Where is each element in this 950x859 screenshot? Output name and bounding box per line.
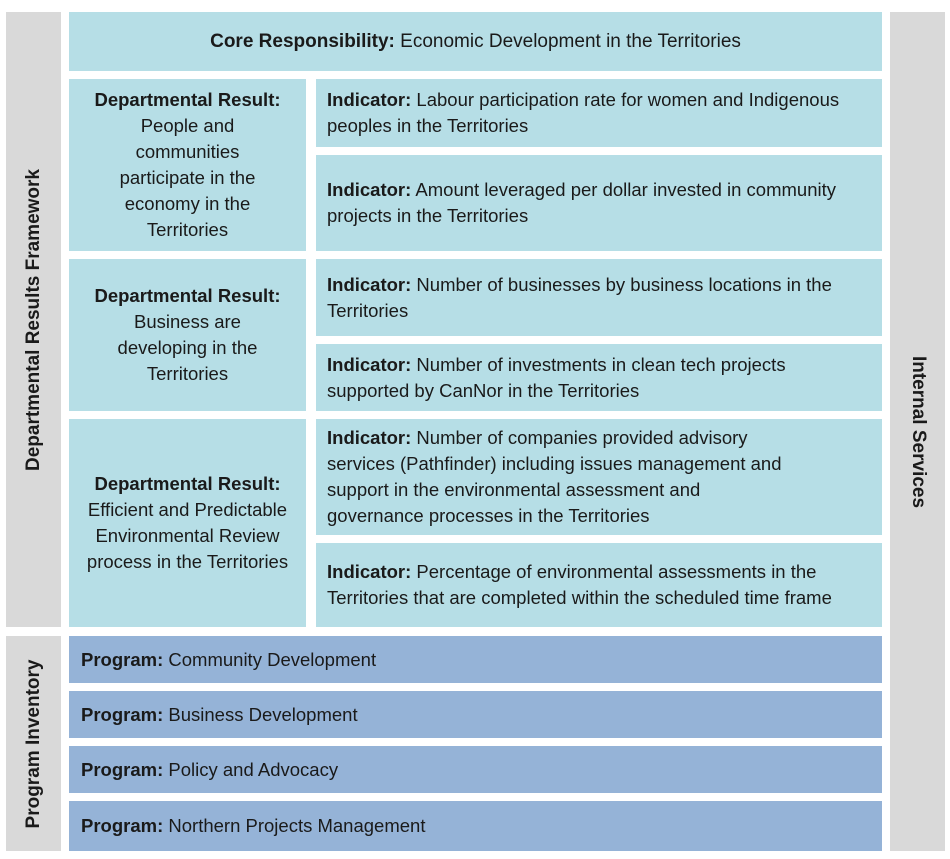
result-label: Departmental Result: [94, 285, 281, 306]
indicator-text: Labour participation rate for women and Indigenous peoples in the Territories [327, 89, 840, 136]
indicator-label: Indicator: [327, 561, 412, 582]
core-responsibility-text: Economic Development in the Territories [400, 30, 741, 52]
indicator-label: Indicator: [327, 179, 412, 200]
program-label: Program: [81, 758, 164, 780]
indicator-label: Indicator: [327, 89, 412, 110]
framework-sidebar [6, 12, 61, 627]
program-label: Program: [81, 648, 164, 670]
indicator-text: Amount leveraged per dollar invested in community projects in the Territories [327, 179, 836, 226]
program-business-development [69, 691, 882, 738]
core-responsibility-label: Core Responsibility: [210, 30, 395, 52]
indicator-1-1 [316, 79, 882, 147]
inventory-sidebar [6, 636, 61, 851]
indicator-2-2 [316, 344, 882, 411]
indicator-label: Indicator: [327, 353, 412, 375]
program-label: Program: [81, 703, 164, 725]
program-text: Policy and Advocacy [168, 758, 339, 780]
inventory-label: Program Inventory [22, 659, 44, 828]
indicator-text: Percentage of environmental assessments in the Territories that are completed within the scheduled time frame [327, 561, 832, 608]
core-responsibility [69, 12, 882, 71]
program-label: Program: [81, 815, 164, 836]
indicator-1-2 [316, 155, 882, 251]
departmental-result-2 [69, 259, 306, 411]
program-community-development [69, 636, 882, 683]
departmental-result-3 [69, 419, 306, 627]
framework-label: Departmental Results Framework [22, 168, 44, 471]
internal-services-sidebar [890, 12, 945, 851]
result-text: People and communities participate in the economy in the Territories [119, 115, 256, 240]
departmental-result-1 [69, 79, 306, 251]
indicator-3-2 [316, 543, 882, 627]
result-text: Efficient and Predictable Environmental Review process in the Territories [86, 499, 289, 572]
indicator-text: Number of companies provided advisory services (Pathfinder) including issues management and support in the environmental assessment and governance processes in the Territories [327, 427, 782, 526]
program-northern-projects [69, 801, 882, 851]
program-text: Community Development [168, 648, 377, 670]
program-policy-advocacy [69, 746, 882, 793]
internal-services-label: Internal Services [907, 355, 929, 508]
result-label: Departmental Result: [94, 89, 281, 110]
indicator-2-1 [316, 259, 882, 336]
program-text: Northern Projects Management [168, 815, 426, 836]
result-label: Departmental Result: [94, 473, 281, 494]
result-text: Business are developing in the Territories [117, 311, 258, 384]
program-text: Business Development [168, 703, 358, 725]
indicator-text: Number of investments in clean tech projects supported by CanNor in the Territories [327, 353, 786, 401]
indicator-label: Indicator: [327, 273, 412, 295]
indicator-text: Number of businesses by business locations in the Territories [327, 273, 832, 321]
indicator-3-1 [316, 419, 882, 535]
indicator-label: Indicator: [327, 427, 412, 448]
